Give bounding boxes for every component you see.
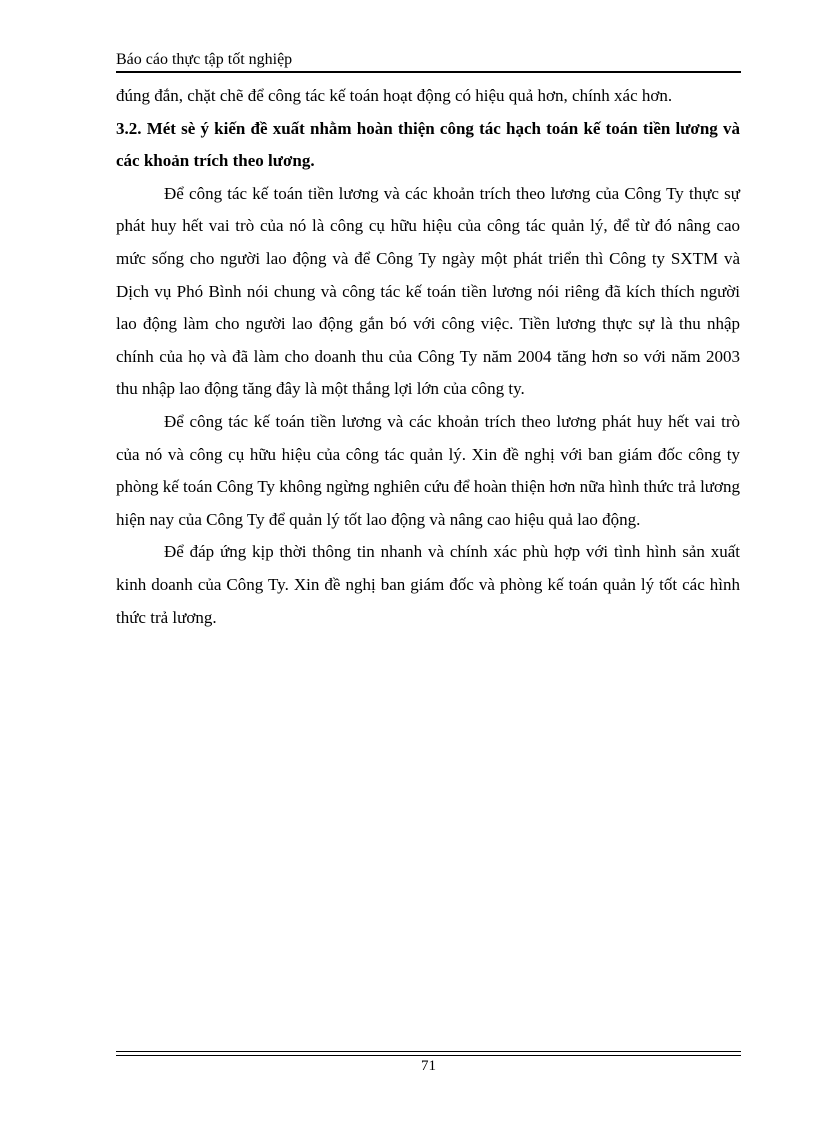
header-divider [116, 71, 741, 73]
document-body [116, 80, 740, 634]
continuation-paragraph: đúng đắn, chặt chẽ để công tác kế toán hoạt động có hiệu quả hơn, chính xác hơn. [116, 86, 673, 105]
body-paragraph-2: Để công tác kế toán tiền lương và các khoản trích theo lương phát huy hết vai trò của nó và công cụ hữu hiệu của công tác quản lý. Xin đề nghị với ban giám đốc công ty phòng kế toán Công Ty không ngừng nghiên cứu để hoàn thiện hơn nữa hình thức trả lương hiện nay của Công Ty để quản lý tốt lao động và nâng cao hiệu quả lao động. [116, 411, 740, 529]
body-paragraph-1: Để công tác kế toán tiền lương và các khoản trích theo lương của Công Ty thực sự phát huy hết vai trò của nó là công cụ hữu hiệu của công tác quản lý, để từ đó nâng cao mức sống cho người lao động và để Công Ty ngày một phát triển thì Công ty SXTM và Dịch vụ Phó Bình nói chung và công tác kế toán tiền lương nói riêng đã kích thích người lao động làm cho người lao động gắn bó với công việc. Tiền lương thực sự là thu nhập chính của họ và đã làm cho doanh thu của Công Ty năm 2004 tăng hơn so với năm 2003 thu nhập lao động tăng đây là một thắng lợi lớn của công ty. [116, 183, 740, 399]
section-heading: 3.2. Mét sè ý kiến đề xuất nhằm hoàn thiện công tác hạch toán kế toán tiền lương và các khoản trích theo lương. [116, 118, 740, 171]
body-paragraph-3: Để đáp ứng kịp thời thông tin nhanh và chính xác phù hợp với tình hình sản xuất kinh doanh của Công Ty. Xin đề nghị ban giám đốc và phòng kế toán quản lý tốt các hình thức trả lương. [116, 542, 740, 627]
footer-divider [116, 1051, 741, 1056]
page-number: 71 [421, 1058, 436, 1074]
report-header-title: Báo cáo thực tập tốt nghiệp [116, 51, 293, 68]
